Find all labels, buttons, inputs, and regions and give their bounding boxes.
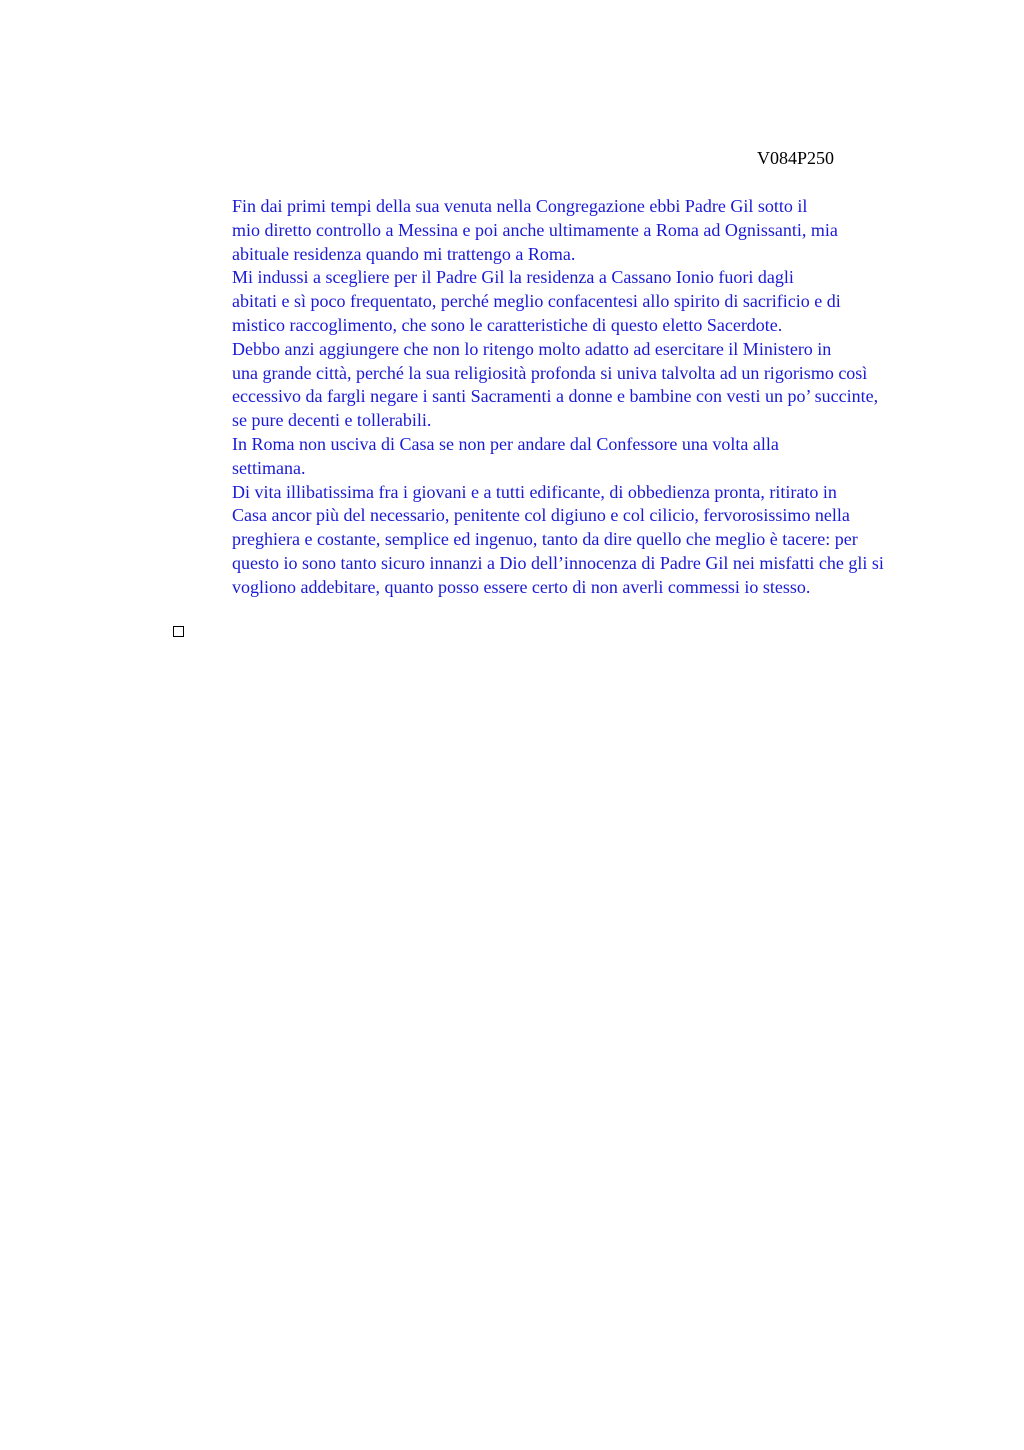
text-line: Di vita illibatissima fra i giovani e a tutti edificante, di obbedienza pronta, ritirato in: [232, 481, 837, 502]
text-line: settimana.: [232, 457, 306, 478]
paragraph-1: [171, 195, 933, 266]
text-line: preghiera e costante, semplice ed ingenuo, tanto da dire quello che meglio è tacere: per: [232, 529, 858, 550]
text-line: abitati e sì poco frequentato, perché meglio confacentesi allo spirito di sacrificio e di: [232, 291, 841, 312]
paragraph-5: [171, 481, 933, 600]
text-line: In Roma non usciva di Casa se non per andare dal Confessore una volta alla: [232, 433, 779, 454]
empty-square-icon: [173, 626, 184, 637]
text-line: eccessivo da fargli negare i santi Sacramenti a donne e bambine con vesti un po’ succinte,: [232, 386, 879, 407]
text-line: abituale residenza quando mi trattengo a Roma.: [232, 243, 576, 264]
paragraph-4: [171, 433, 933, 481]
text-line: mio diretto controllo a Messina e poi anche ultimamente a Roma ad Ognissanti, mia: [232, 219, 838, 240]
text-line: questo io sono tanto sicuro innanzi a Dio dell’innocenza di Padre Gil nei misfatti che gli si: [232, 552, 884, 573]
text-line: se pure decenti e tollerabili.: [232, 410, 432, 431]
text-line: Debbo anzi aggiungere che non lo ritengo molto adatto ad esercitare il Ministero in: [232, 338, 832, 359]
document-id: V084P250: [757, 148, 835, 168]
text-line: una grande città, perché la sua religiosità profonda si univa talvolta ad un rigorismo così: [232, 362, 868, 383]
text-line: Fin dai primi tempi della sua venuta nella Congregazione ebbi Padre Gil sotto il: [232, 196, 808, 216]
document-body: [171, 195, 933, 600]
text-line: mistico raccoglimento, che sono le caratteristiche di questo eletto Sacerdote.: [232, 314, 783, 335]
text-line: Casa ancor più del necessario, penitente col digiuno e col cilicio, fervorosissimo nella: [232, 505, 850, 526]
text-line: vogliono addebitare, quanto posso essere certo di non averli commessi io stesso.: [232, 576, 811, 597]
paragraph-2: [171, 266, 933, 337]
paragraph-3: [171, 338, 933, 433]
text-line: Mi indussi a scegliere per il Padre Gil la residenza a Cassano Ionio fuori dagli: [232, 267, 794, 288]
